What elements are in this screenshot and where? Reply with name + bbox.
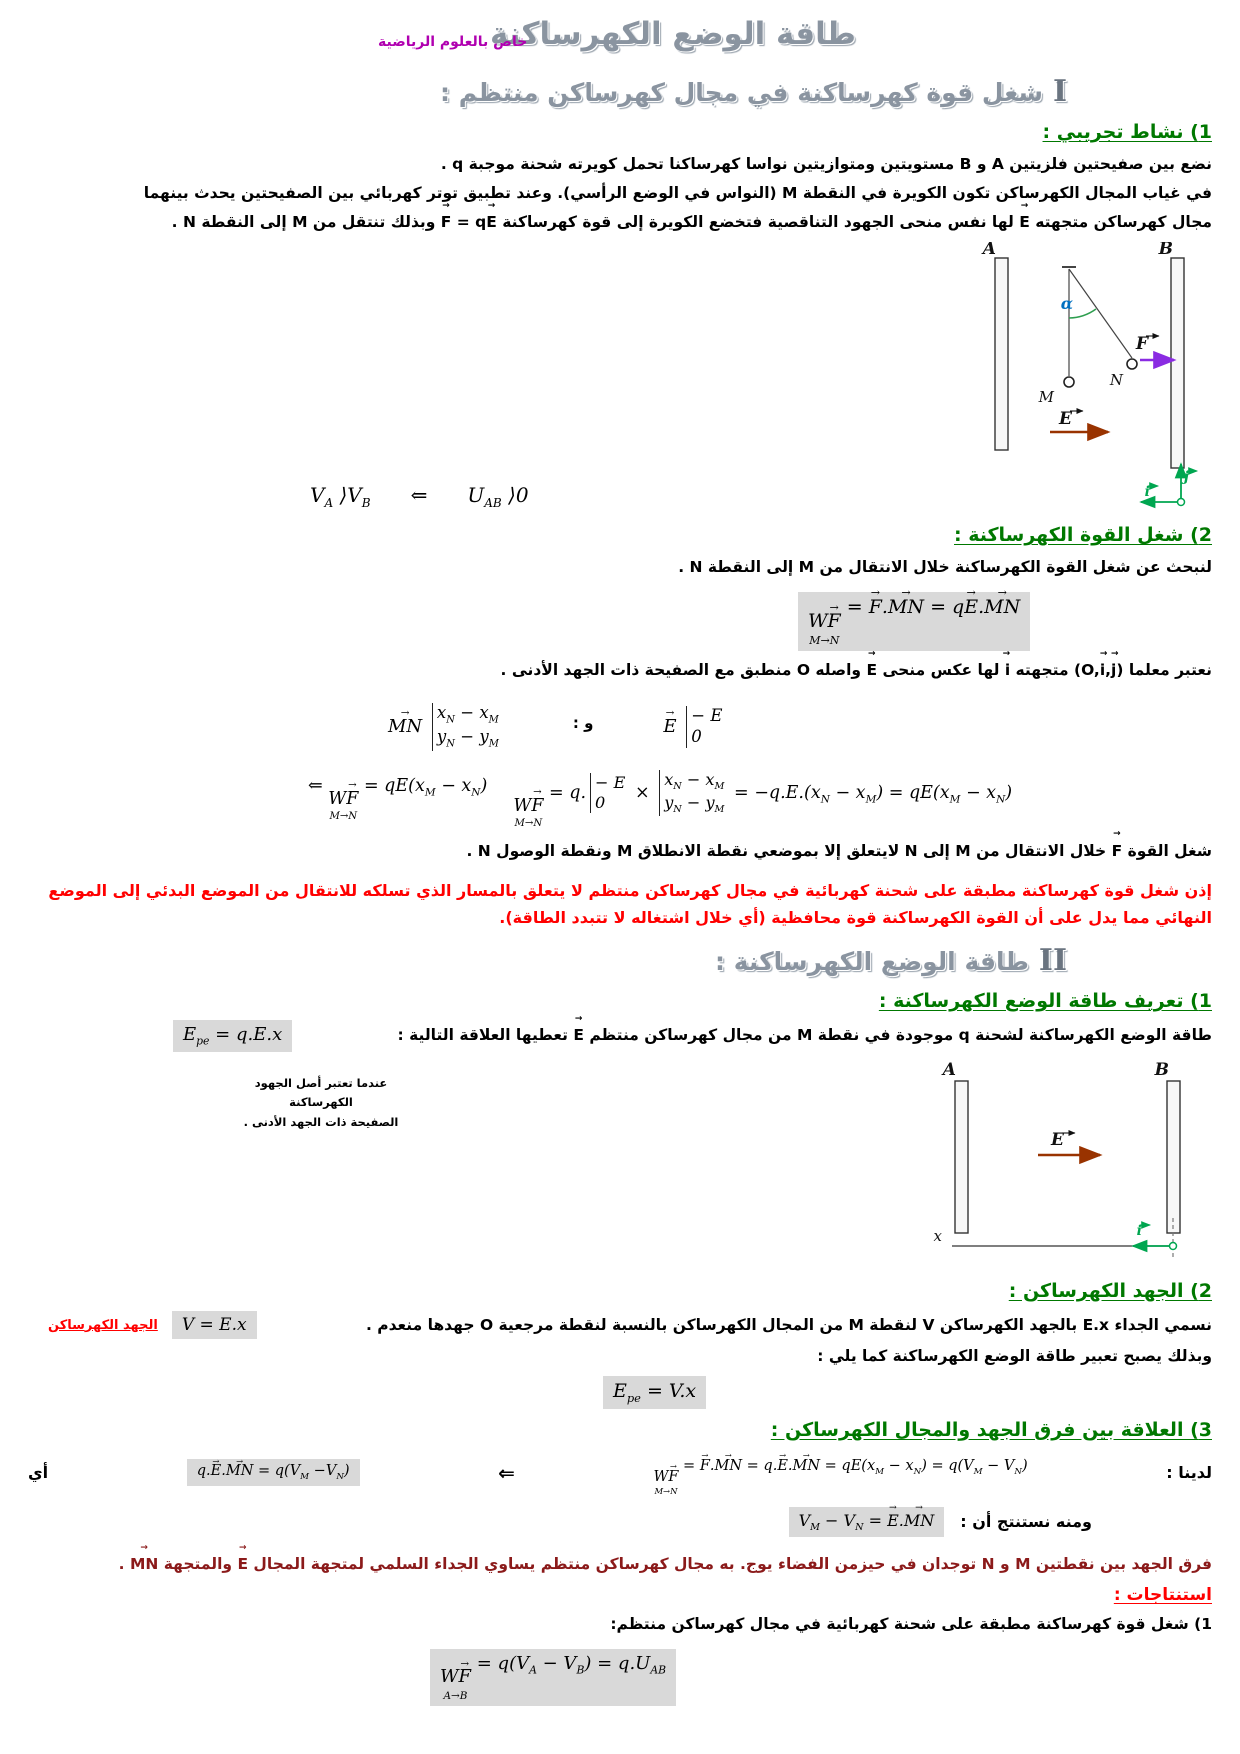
- potential-energy-expression-wrap: [28, 1376, 1212, 1409]
- conclusions-heading: استنتاجات :: [1113, 1585, 1212, 1606]
- ie-label: أي: [28, 1463, 49, 1483]
- section1-numeral: I: [1052, 74, 1067, 109]
- origin-note-line2: الصفيحة ذات الجهد الأدنى .: [243, 1114, 399, 1129]
- field-vector-label: E: [1059, 409, 1072, 430]
- experiment-diagram: [962, 242, 1212, 514]
- pendulum-string-inclined: [1069, 269, 1132, 358]
- work-derivation-steps: W→ F M→N = q. − E 0 × $x_N - x_M$ $y_N - y_M$ = $-q.E.(x_N - x_M) = qE(x_M - x_N)$: [513, 761, 1012, 830]
- implication-arrow: ⇐: [498, 1460, 515, 1485]
- vector-components-row: [28, 694, 1212, 750]
- i-axis-label: i: [1144, 484, 1150, 501]
- subject-tag: خاص بالعلوم الرياضية: [378, 34, 528, 50]
- potential-definition-row: [28, 1310, 1212, 1341]
- frame-paragraph: نعتبر معلما (O,→ i,→ j) متجهته → i لها عكس منحى → E واصله O منطبق مع الصفيحة ذات الجهد الأدنى .: [28, 657, 1212, 684]
- heading-work-of-force: 2) شغل القوة الكهرساكنة :: [954, 524, 1212, 547]
- plate-a-2: [955, 1081, 968, 1233]
- field-components-formula: → E − E 0: [663, 697, 726, 747]
- definition-paragraph: طاقة الوضع الكهرساكنة لشحنة q موجودة في نقطة M من مجال كهرساكن منتظم → E تعطيها العلاقة التالية :: [310, 1022, 1212, 1049]
- work-formula: W→ F M→N = → F.→ MN = q→ E.→ MN: [798, 592, 1030, 652]
- potential-link[interactable]: الجهد الكهرساكن: [48, 1317, 158, 1333]
- plate-a-2-label: A: [942, 1059, 956, 1080]
- section2-title: [28, 941, 1067, 980]
- conclude-label: ومنه نستنتج أن :: [960, 1512, 1092, 1532]
- plate-b-2: [1167, 1081, 1180, 1233]
- ball-at-n: [1127, 359, 1137, 369]
- field-diagram: [932, 1058, 1212, 1270]
- relation-result-formula: q.→ E.→ MN = $q(V_M -V_N)$: [187, 1459, 360, 1486]
- point-m-label: M: [1038, 388, 1054, 407]
- x-axis-label: x: [933, 1226, 942, 1245]
- field-diagram-row: [28, 1058, 1212, 1270]
- potential-difference-formula: $V_M - V_N$ = → E.→ MN: [789, 1507, 945, 1537]
- conservative-force-conclusion: إذن شغل قوة كهرساكنة مطبقة على شحنة كهربائية في مجال كهرساكن منتظم لا يتعلق بالمسار الذي تسلكه للانتقال من الموضع البدئي إلى الموضع النهائي مما يدل على أن القوة الكهرساكنة قوة محافظية (أي خلال اشتغاله لا تتبدد الطاقة).: [48, 880, 1212, 927]
- origin-note-line1: عندما تعتبر أصل الجهود الكهرساكنة: [254, 1075, 388, 1110]
- plate-b-label: B: [1158, 242, 1173, 260]
- potential-comparison-formula: $V_A$ $⟩V_B$ ⇐ $U_{AB}$ ⟩0: [310, 483, 529, 511]
- heading-potential-field-relation: 3) العلاقة بين فرق الجهد والمجال الكهرساكن :: [770, 1418, 1212, 1441]
- plate-b: [1171, 258, 1184, 468]
- j-axis-label: j: [1183, 469, 1189, 486]
- conclusion-formula-row: [28, 1507, 1092, 1537]
- potential-energy-formula: $E_{pe} = q.E.x$: [173, 1020, 292, 1052]
- heading-electric-potential: 2) الجهد الكهرساكن :: [1008, 1279, 1212, 1302]
- experiment-diagram-row: [28, 242, 1212, 514]
- alpha-angle-label: α: [1060, 294, 1073, 314]
- i-axis-label-2: i: [1136, 1222, 1142, 1239]
- ball-at-m: [1064, 377, 1074, 387]
- plate-a-label: A: [982, 242, 996, 260]
- potential-definition-paragraph: نسمي الجداء E.x بالجهد الكهرساكن V لنقطة M من المجال الكهرساكن بالنسبة لنقطة مرجعية O جهدها منعدم .: [365, 1315, 1212, 1334]
- activity-paragraph-2: في غياب المجال الكهرساكن تكون الكويرة في النقطة M (النواس في الوضع الرأسي). وعند تطبيق توتر كهربائي بين الصفيحتين يحدث بينهما: [143, 184, 1212, 203]
- work-derivation-result: ⇐ W→ F M→N = $qE(x_M - x_N)$: [308, 767, 487, 823]
- potential-difference-paragraph: فرق الجهد بين نقطتين M و N توجدان في حيزمن الفضاء يوج. به مجال كهرساكن منتظم يساوي الجداء السلمي لمتجهة المجال → E والمتجهة → MN .: [28, 1551, 1212, 1577]
- origin-point-2: [1170, 1242, 1177, 1249]
- main-title: طاقة الوضع الكهرساكنة: [489, 16, 856, 52]
- work-derivation-row: [28, 761, 1212, 830]
- plate-a: [995, 258, 1008, 450]
- work-potential-formula: W→ F A→B = $q(V_A - V_B) = q.U_{AB}$: [430, 1649, 676, 1706]
- doc-header: [28, 14, 1212, 70]
- path-independence-paragraph: شغل القوة → F خلال الانتقال من M إلى N لايتعلق إلا بموضعي نقطة الانطلاق M ونقطة الوصول N .: [28, 838, 1212, 865]
- work-potential-formula-wrap: [28, 1649, 1212, 1706]
- and-connector: و :: [572, 713, 594, 732]
- heading-potential-energy-definition: 1) تعريف طاقة الوضع الكهرساكنة :: [878, 990, 1212, 1013]
- plate-b-2-label: B: [1154, 1059, 1169, 1080]
- force-vector-label: F: [1135, 334, 1148, 355]
- given-label: لدينا :: [1166, 1463, 1212, 1483]
- section2-numeral: II: [1038, 943, 1067, 979]
- section1-title: [28, 72, 1067, 111]
- axes-origin: [1178, 499, 1185, 506]
- conclusion-item-1: 1) شغل قوة كهرساكنة مطبقة على شحنة كهربائية في مجال كهرساكن منتظم:: [610, 1615, 1212, 1634]
- mn-components-formula: → MN $x_N - x_M$ $y_N - y_M$: [388, 694, 503, 750]
- alpha-angle-arc: [1069, 309, 1096, 318]
- origin-note: [226, 1074, 416, 1133]
- potential-energy-v-formula: $E_{pe} = V.x$: [603, 1376, 706, 1409]
- activity-paragraph-3: مجال كهرساكن متجهته → E لها نفس منحى الجهود التناقصية فتخضع الكويرة إلى قوة كهرساكنة → F = q→ E وبذلك تنتقل من M إلى النقطة N .: [28, 209, 1212, 236]
- section2-title-text: طاقة الوضع الكهرساكنة :: [715, 947, 1029, 977]
- potential-formula: V = E.x: [172, 1311, 257, 1339]
- activity-paragraph-1: نضع بين صفيحتين فلزيتين A و B مستويتين ومتوازيتين نواسا كهرساكنا تحمل كويرته شحنة موجبة q .: [440, 155, 1212, 173]
- relation-derivation-row: [28, 1449, 1212, 1497]
- potential-energy-expression-intro: وبذلك يصبح تعبير طاقة الوضع الكهرساكنة كما يلي :: [817, 1346, 1212, 1365]
- field-vector-label-2: E: [1051, 1129, 1064, 1150]
- point-n-label: N: [1109, 371, 1123, 390]
- work-formula-wrap: [28, 592, 1212, 652]
- section1-title-text: شغل قوة كهرساكنة في مجال كهرساكن منتظم :: [440, 78, 1043, 107]
- heading-experimental-activity: 1) نشاط تجريبي :: [1042, 121, 1212, 143]
- definition-row: [28, 1020, 1212, 1052]
- work-intro-paragraph: لنبحث عن شغل القوة الكهرساكنة خلال الانتقال من M إلى النقطة N .: [678, 558, 1212, 577]
- relation-derivation-formula: W→ F M→N = → F.→ MN = q.→ E.→ MN = $qE(x_M - x_N) = q(V_M - V_N)$: [653, 1449, 1027, 1497]
